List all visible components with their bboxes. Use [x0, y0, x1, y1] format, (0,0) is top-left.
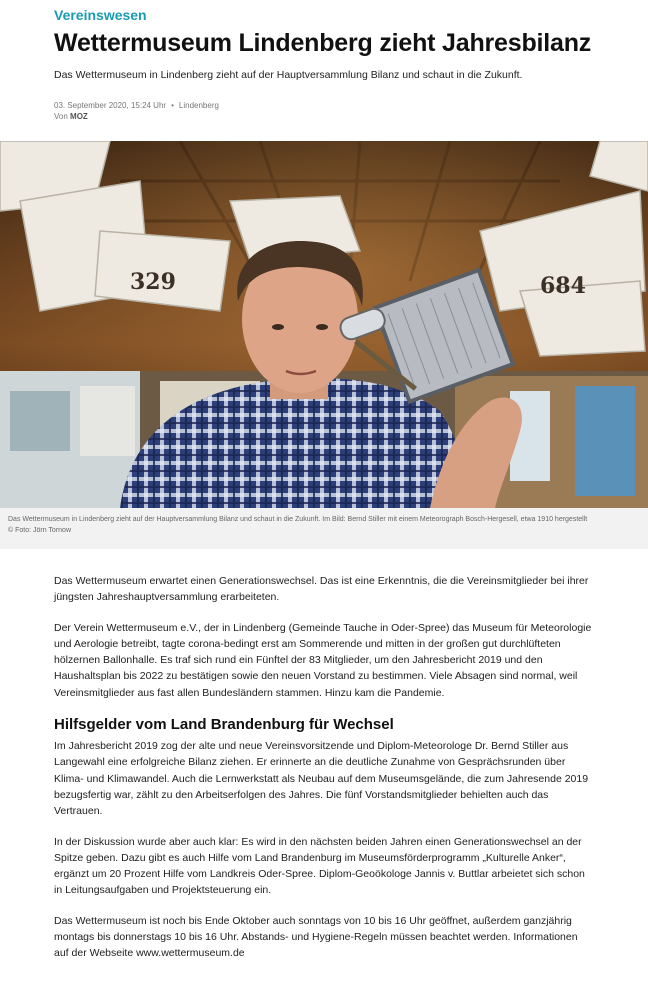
article-header [0, 0, 648, 122]
article-meta [54, 100, 594, 122]
lead-photo-illustration [0, 141, 648, 508]
paragraph-2: Der Verein Wettermuseum e.V., der in Lindenberg (Gemeinde Tauche in Oder-Spree) das Museum für Meteorologie und Aerologie betreibt, tagte corona-bedingt erst am Sommerende und mitten in der großen gut durchlüfteten hölzernen Ballonhalle. Es traf sich rund ein Fünftel der 83 Mitglieder, um den Jahresbericht 2019 und den Haushaltsplan bis 2022 zu bestätigen sowie den neuen Vorstand zu bestimmen. Viele Absagen sind normal, weil Vereinsmitglieder aus fast allen Bundesländern stammen. Hinzu kam die Pandemie. [54, 621, 592, 699]
paragraph-3: Im Jahresbericht 2019 zog der alte und neue Vereinsvorsitzende und Diplom-Meteorologe Dr. Bernd Stiller aus Langewahl eine erfolgreiche Bilanz ziehen. Er erinnerte an die deutliche Zunahme von Gesprächsrunden über Klima- und Klimawandel. Auch die Lernwerkstatt als Neubau auf dem Museumsgelände, die zum Jahresende 2019 bezugsfertig war, zählt zu den Arbeitserfolgen des Jahres. Die fünf Vorstandsmitglieder behielten auch das Vertrauen. [54, 740, 589, 818]
paragraph-1: Das Wettermuseum erwartet einen Generationswechsel. Das ist eine Erkenntnis, die die Vereinsmitglieder bei ihrer jüngsten Jahreshauptversammlung erarbeiteten. [54, 575, 589, 604]
lead-photo[interactable] [0, 141, 648, 508]
kite-number-a: 329 [130, 269, 176, 295]
category-kicker[interactable]: Vereinswesen [54, 7, 147, 23]
publish-date: 03. September 2020, 15:24 Uhr [54, 101, 167, 110]
photo-credit: © Foto: Jörn Tornow [8, 527, 71, 534]
author-prefix: Von [54, 112, 68, 121]
paragraph-4: In der Diskussion wurde aber auch klar: Es wird in den nächsten beiden Jahren einen Generationswechsel an der Spitze geben. Dazu gibt es auch Hilfe vom Land Brandenburg im Museumsförderprogramm „Kulturelle Anker“, ergänzt um 20 Prozent Hilfe vom Landkreis Oder-Spree. Diplom-Geoökologe Jannis v. Buttlar arbeietet sich schon in Leitungsaufgaben und Projektsteuerung ein. [54, 835, 585, 897]
article-body [0, 549, 648, 962]
section-subheading: Hilfsgelder vom Land Brandenburg für Wechsel [54, 716, 394, 734]
paragraph-5: Das Wettermuseum ist noch bis Ende Oktober auch sonntags von 10 bis 16 Uhr geöffnet, außerdem ganzjährig montags bis donnerstags 10 bis 16 Uhr. Abstands- und Hygiene-Regeln müssen beachtet werden. Informationen auf der Webseite www.wettermuseum.de [54, 914, 578, 960]
author-name[interactable]: MOZ [70, 112, 88, 121]
photo-caption [0, 508, 648, 549]
meta-separator-icon: • [171, 101, 174, 110]
article-teaser: Das Wettermuseum in Lindenberg zieht auf der Hauptversammlung Bilanz und schaut in die Zukunft. [54, 69, 523, 81]
caption-text: Das Wettermuseum in Lindenberg zieht auf der Hauptversammlung Bilanz und schaut in die Zukunft. Im Bild: Bernd Stiller mit einem Meteorograph Bosch-Hergesell, etwa 1910 hergestellt [8, 516, 588, 523]
kite-number-c: 684 [540, 273, 586, 299]
dateline-location: Lindenberg [178, 101, 219, 110]
article-headline: Wettermuseum Lindenberg zieht Jahresbilanz [54, 29, 592, 57]
